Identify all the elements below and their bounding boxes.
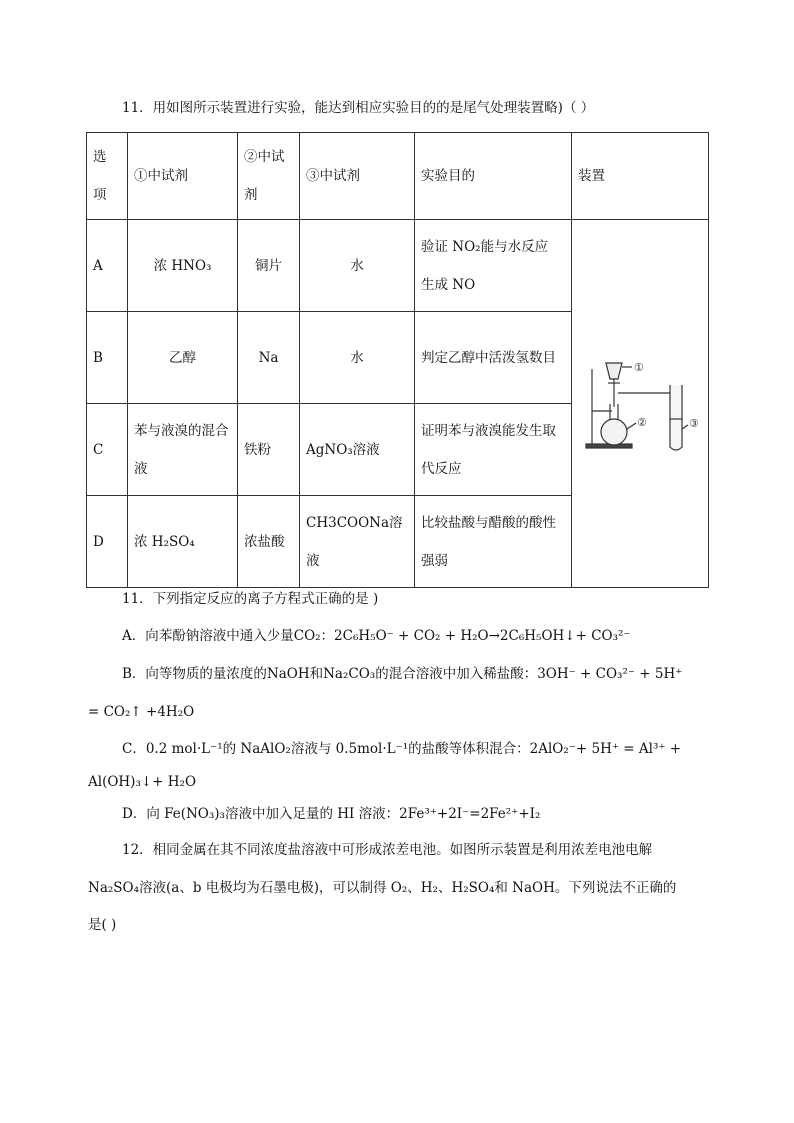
header-purpose: 实验目的 [415, 133, 572, 220]
reagent1-cell: 浓 HNO₃ [128, 220, 238, 312]
svg-text:③: ③ [689, 416, 699, 430]
option-cell: C [87, 404, 128, 496]
table-row [87, 220, 709, 312]
option-a: A．向苯酚钠溶液中通入少量CO₂：2C₆H₅O⁻ + CO₂ + H₂O→2C₆H₅OH↓+ CO₃²⁻ [122, 628, 631, 644]
purpose-cell: 判定乙醇中活泼氢数目 [415, 312, 572, 404]
question-12-line3: 是( ) [88, 917, 117, 933]
question-11-title: 11．用如图所示装置进行实验，能达到相应实验目的的是尾气处理装置略)（ ） [122, 100, 595, 116]
reagent2-cell: 铜片 [238, 220, 300, 312]
option-b-line2: = CO₂↑ +4H₂O [88, 704, 195, 720]
option-b-line1: B．向等物质的量浓度的NaOH和Na₂CO₃的混合溶液中加入稀盐酸：3OH⁻ + CO₃²⁻ + 5H⁺ [122, 666, 683, 682]
option-d: D．向 Fe(NO₃)₃溶液中加入足量的 HI 溶液：2Fe³⁺+2I⁻=2Fe²⁺+I₂ [122, 806, 541, 822]
table-header-row [87, 133, 709, 220]
reagent2-cell: Na [238, 312, 300, 404]
option-cell: B [87, 312, 128, 404]
funnel [606, 363, 622, 379]
reagent3-cell: 水 [300, 312, 415, 404]
test-tube [670, 385, 682, 450]
reagent3-cell: AgNO₃溶液 [300, 404, 415, 496]
header-reagent2: ②中试剂 [238, 133, 300, 220]
reagent3-cell: 水 [300, 220, 415, 312]
apparatus-diagram [578, 349, 703, 459]
svg-text:②: ② [637, 415, 647, 429]
reagent1-cell: 苯与液溴的混合液 [128, 404, 238, 496]
purpose-cell: 证明苯与液溴能发生取代反应 [415, 404, 572, 496]
reagent1-cell: 浓 H₂SO₄ [128, 496, 238, 588]
question-12-line2: Na₂SO₄溶液(a、b 电极均为石墨电极)，可以制得 O₂、H₂、H₂SO₄和 NaOH。下列说法不正确的 [88, 880, 677, 896]
header-device: 装置 [572, 133, 709, 220]
option-cell: A [87, 220, 128, 312]
option-cell: D [87, 496, 128, 588]
flask [601, 419, 627, 445]
option-c-line1: C．0.2 mol·L⁻¹的 NaAlO₂溶液与 0.5mol·L⁻¹的盐酸等体积混合：2AlO₂⁻+ 5H⁺ = Al³⁺ + [122, 741, 682, 757]
header-reagent3: ③中试剂 [300, 133, 415, 220]
device-cell [572, 220, 709, 588]
svg-text:①: ① [634, 360, 644, 374]
purpose-cell: 比较盐酸与醋酸的酸性强弱 [415, 496, 572, 588]
reagent2-cell: 铁粉 [238, 404, 300, 496]
header-reagent1: ①中试剂 [128, 133, 238, 220]
reagent1-cell: 乙醇 [128, 312, 238, 404]
experiment-table [86, 132, 709, 588]
question-12-line1: 12．相同金属在其不同浓度盐溶液中可形成浓差电池。如图所示装置是利用浓差电池电解 [122, 842, 653, 858]
question-11b-title: 11．下列指定反应的离子方程式正确的是 ) [122, 591, 379, 607]
purpose-cell: 验证 NO₂能与水反应生成 NO [415, 220, 572, 312]
reagent2-cell: 浓盐酸 [238, 496, 300, 588]
header-option: 选项 [87, 133, 128, 220]
option-c-line2: Al(OH)₃↓+ H₂O [88, 774, 197, 790]
reagent3-cell: CH3COONa溶液 [300, 496, 415, 588]
